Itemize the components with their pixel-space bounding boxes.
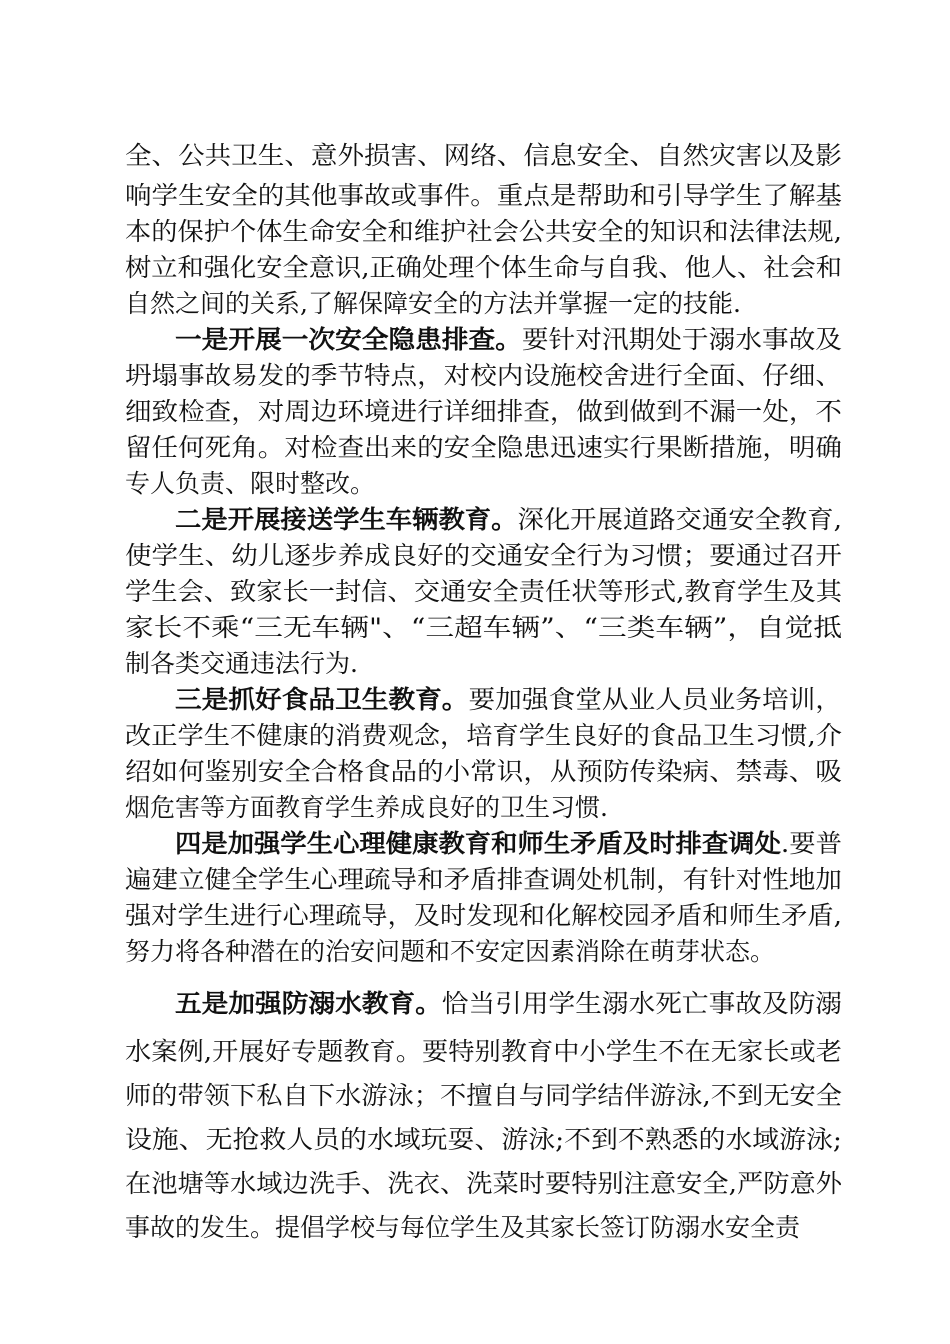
paragraph-4-line-1: [0, 680, 950, 720]
line-text: [125, 608, 842, 648]
paragraph-6-line-6: [0, 1208, 950, 1248]
paragraph-3-line-3: [0, 572, 950, 612]
line-text: [125, 356, 842, 396]
paragraph-1-line-2: [0, 176, 950, 216]
body-text: 事故的发生。提倡学校与每位学生及其家长签订防溺水安全责: [125, 1213, 801, 1242]
bold-heading: 四是加强学生心理健康教育和师生矛盾及时排查调处: [175, 829, 781, 858]
paragraph-3-line-5: [0, 644, 950, 684]
line-text: [125, 176, 842, 216]
body-text: 响学生安全的其他事故或事件。重点是帮助和引导学生了解基: [125, 181, 843, 210]
line-text: [175, 824, 842, 864]
line-text: [125, 392, 842, 432]
line-text: [125, 896, 842, 936]
line-text: [175, 984, 842, 1024]
line-text: [125, 572, 842, 612]
body-text: 努力将各种潜在的治安问题和不安定因素消除在萌芽状态。: [125, 937, 776, 966]
line-text: [125, 284, 741, 324]
paragraph-5-line-2: [0, 860, 950, 900]
body-text: 家长不乘“三无车辆"、“三超车辆”、“三类车辆”，自觉抵: [125, 613, 842, 642]
body-text: 学生会、致家长一封信、交通安全责任状等形式,教育学生及其: [125, 577, 843, 606]
paragraph-6-line-3: [0, 1076, 950, 1116]
paragraph-2-line-1: [0, 320, 950, 360]
line-text: [125, 1164, 842, 1204]
line-text: [125, 788, 608, 828]
line-text: [125, 1032, 842, 1072]
body-text: 师的带领下私自下水游泳；不擅自与同学结伴游泳,不到无安全: [125, 1081, 843, 1110]
body-text: 遍建立健全学生心理疏导和矛盾排查调处机制，有针对性地加: [125, 865, 843, 894]
body-text: 烟危害等方面教育学生养成良好的卫生习惯.: [125, 793, 608, 822]
paragraph-4-line-2: [0, 716, 950, 756]
line-text: [125, 1120, 842, 1160]
paragraph-2-line-4: [0, 428, 950, 468]
body-text: 自然之间的关系,了解保障安全的方法并掌握一定的技能.: [125, 289, 741, 318]
line-text: [175, 680, 842, 720]
body-text: 留任何死角。对检查出来的安全隐患迅速实行果断措施，明确: [125, 433, 843, 462]
paragraph-2-line-2: [0, 356, 950, 396]
body-text: 在池塘等水域边洗手、洗衣、洗菜时要特别注意安全,严防意外: [125, 1169, 843, 1198]
paragraph-5-line-4: [0, 932, 950, 972]
body-text: 设施、无抢救人员的水域玩耍、游泳;不到不熟悉的水域游泳;: [125, 1125, 842, 1154]
paragraph-1-line-3: [0, 212, 950, 252]
paragraph-6-line-1: [0, 984, 950, 1024]
body-text: 坍塌事故易发的季节特点，对校内设施校舍进行全面、仔细、: [125, 361, 843, 390]
paragraph-6-line-2: [0, 1032, 950, 1072]
body-text: 使学生、幼儿逐步养成良好的交通安全行为习惯；要通过召开: [125, 541, 843, 570]
line-text: [175, 320, 842, 360]
bold-heading: 一是开展一次安全隐患排查。: [175, 325, 522, 354]
line-text: [125, 136, 842, 176]
line-text: [125, 248, 842, 288]
paragraph-4-line-3: [0, 752, 950, 792]
line-text: [125, 464, 375, 504]
body-text: 全、公共卫生、意外损害、网络、信息安全、自然灾害以及影: [125, 141, 843, 170]
bold-heading: 三是抓好食品卫生教育。: [175, 685, 469, 714]
body-text: 本的保护个体生命安全和维护社会公共安全的知识和法律法规,: [125, 217, 843, 246]
body-text: 深化开展道路交通安全教育,: [517, 505, 842, 534]
body-text: 绍如何鉴别安全合格食品的小常识，从预防传染病、禁毒、吸: [125, 757, 843, 786]
line-text: [125, 644, 358, 684]
line-text: [175, 500, 842, 540]
paragraph-1-line-1: [0, 136, 950, 176]
body-text: 要针对汛期处于溺水事故及: [521, 325, 842, 354]
body-text: .要普: [780, 829, 842, 858]
body-text: 专人负责、限时整改。: [125, 469, 376, 498]
paragraph-5-line-3: [0, 896, 950, 936]
paragraph-4-line-4: [0, 788, 950, 828]
paragraph-5-line-1: [0, 824, 950, 864]
body-text: 恰当引用学生溺水死亡事故及防溺: [441, 989, 842, 1018]
line-text: [125, 1208, 800, 1248]
paragraph-3-line-2: [0, 536, 950, 576]
line-text: [125, 860, 842, 900]
paragraph-6-line-4: [0, 1120, 950, 1160]
line-text: [125, 752, 842, 792]
line-text: [125, 1076, 842, 1116]
line-text: [125, 428, 842, 468]
body-text: 改正学生不健康的消费观念，培育学生良好的食品卫生习惯,介: [125, 721, 843, 750]
paragraph-2-line-5: [0, 464, 950, 504]
line-text: [125, 212, 842, 252]
line-text: [125, 716, 842, 756]
paragraph-3-line-1: [0, 500, 950, 540]
paragraph-2-line-3: [0, 392, 950, 432]
body-text: 细致检查，对周边环境进行详细排查，做到做到不漏一处，不: [125, 397, 843, 426]
line-text: [125, 932, 775, 972]
paragraph-1-line-5: [0, 284, 950, 324]
body-text: 强对学生进行心理疏导，及时发现和化解校园矛盾和师生矛盾,: [125, 901, 843, 930]
paragraph-1-line-4: [0, 248, 950, 288]
body-text: 水案例,开展好专题教育。要特别教育中小学生不在无家长或老: [125, 1037, 843, 1066]
bold-heading: 五是加强防溺水教育。: [175, 989, 442, 1018]
line-text: [125, 536, 842, 576]
body-text: 树立和强化安全意识,正确处理个体生命与自我、他人、社会和: [125, 253, 843, 282]
paragraph-3-line-4: [0, 608, 950, 648]
body-text: 要加强食堂从业人员业务培训，: [468, 685, 842, 714]
bold-heading: 二是开展接送学生车辆教育。: [175, 505, 518, 534]
paragraph-6-line-5: [0, 1164, 950, 1204]
body-text: 制各类交通违法行为.: [125, 649, 358, 678]
